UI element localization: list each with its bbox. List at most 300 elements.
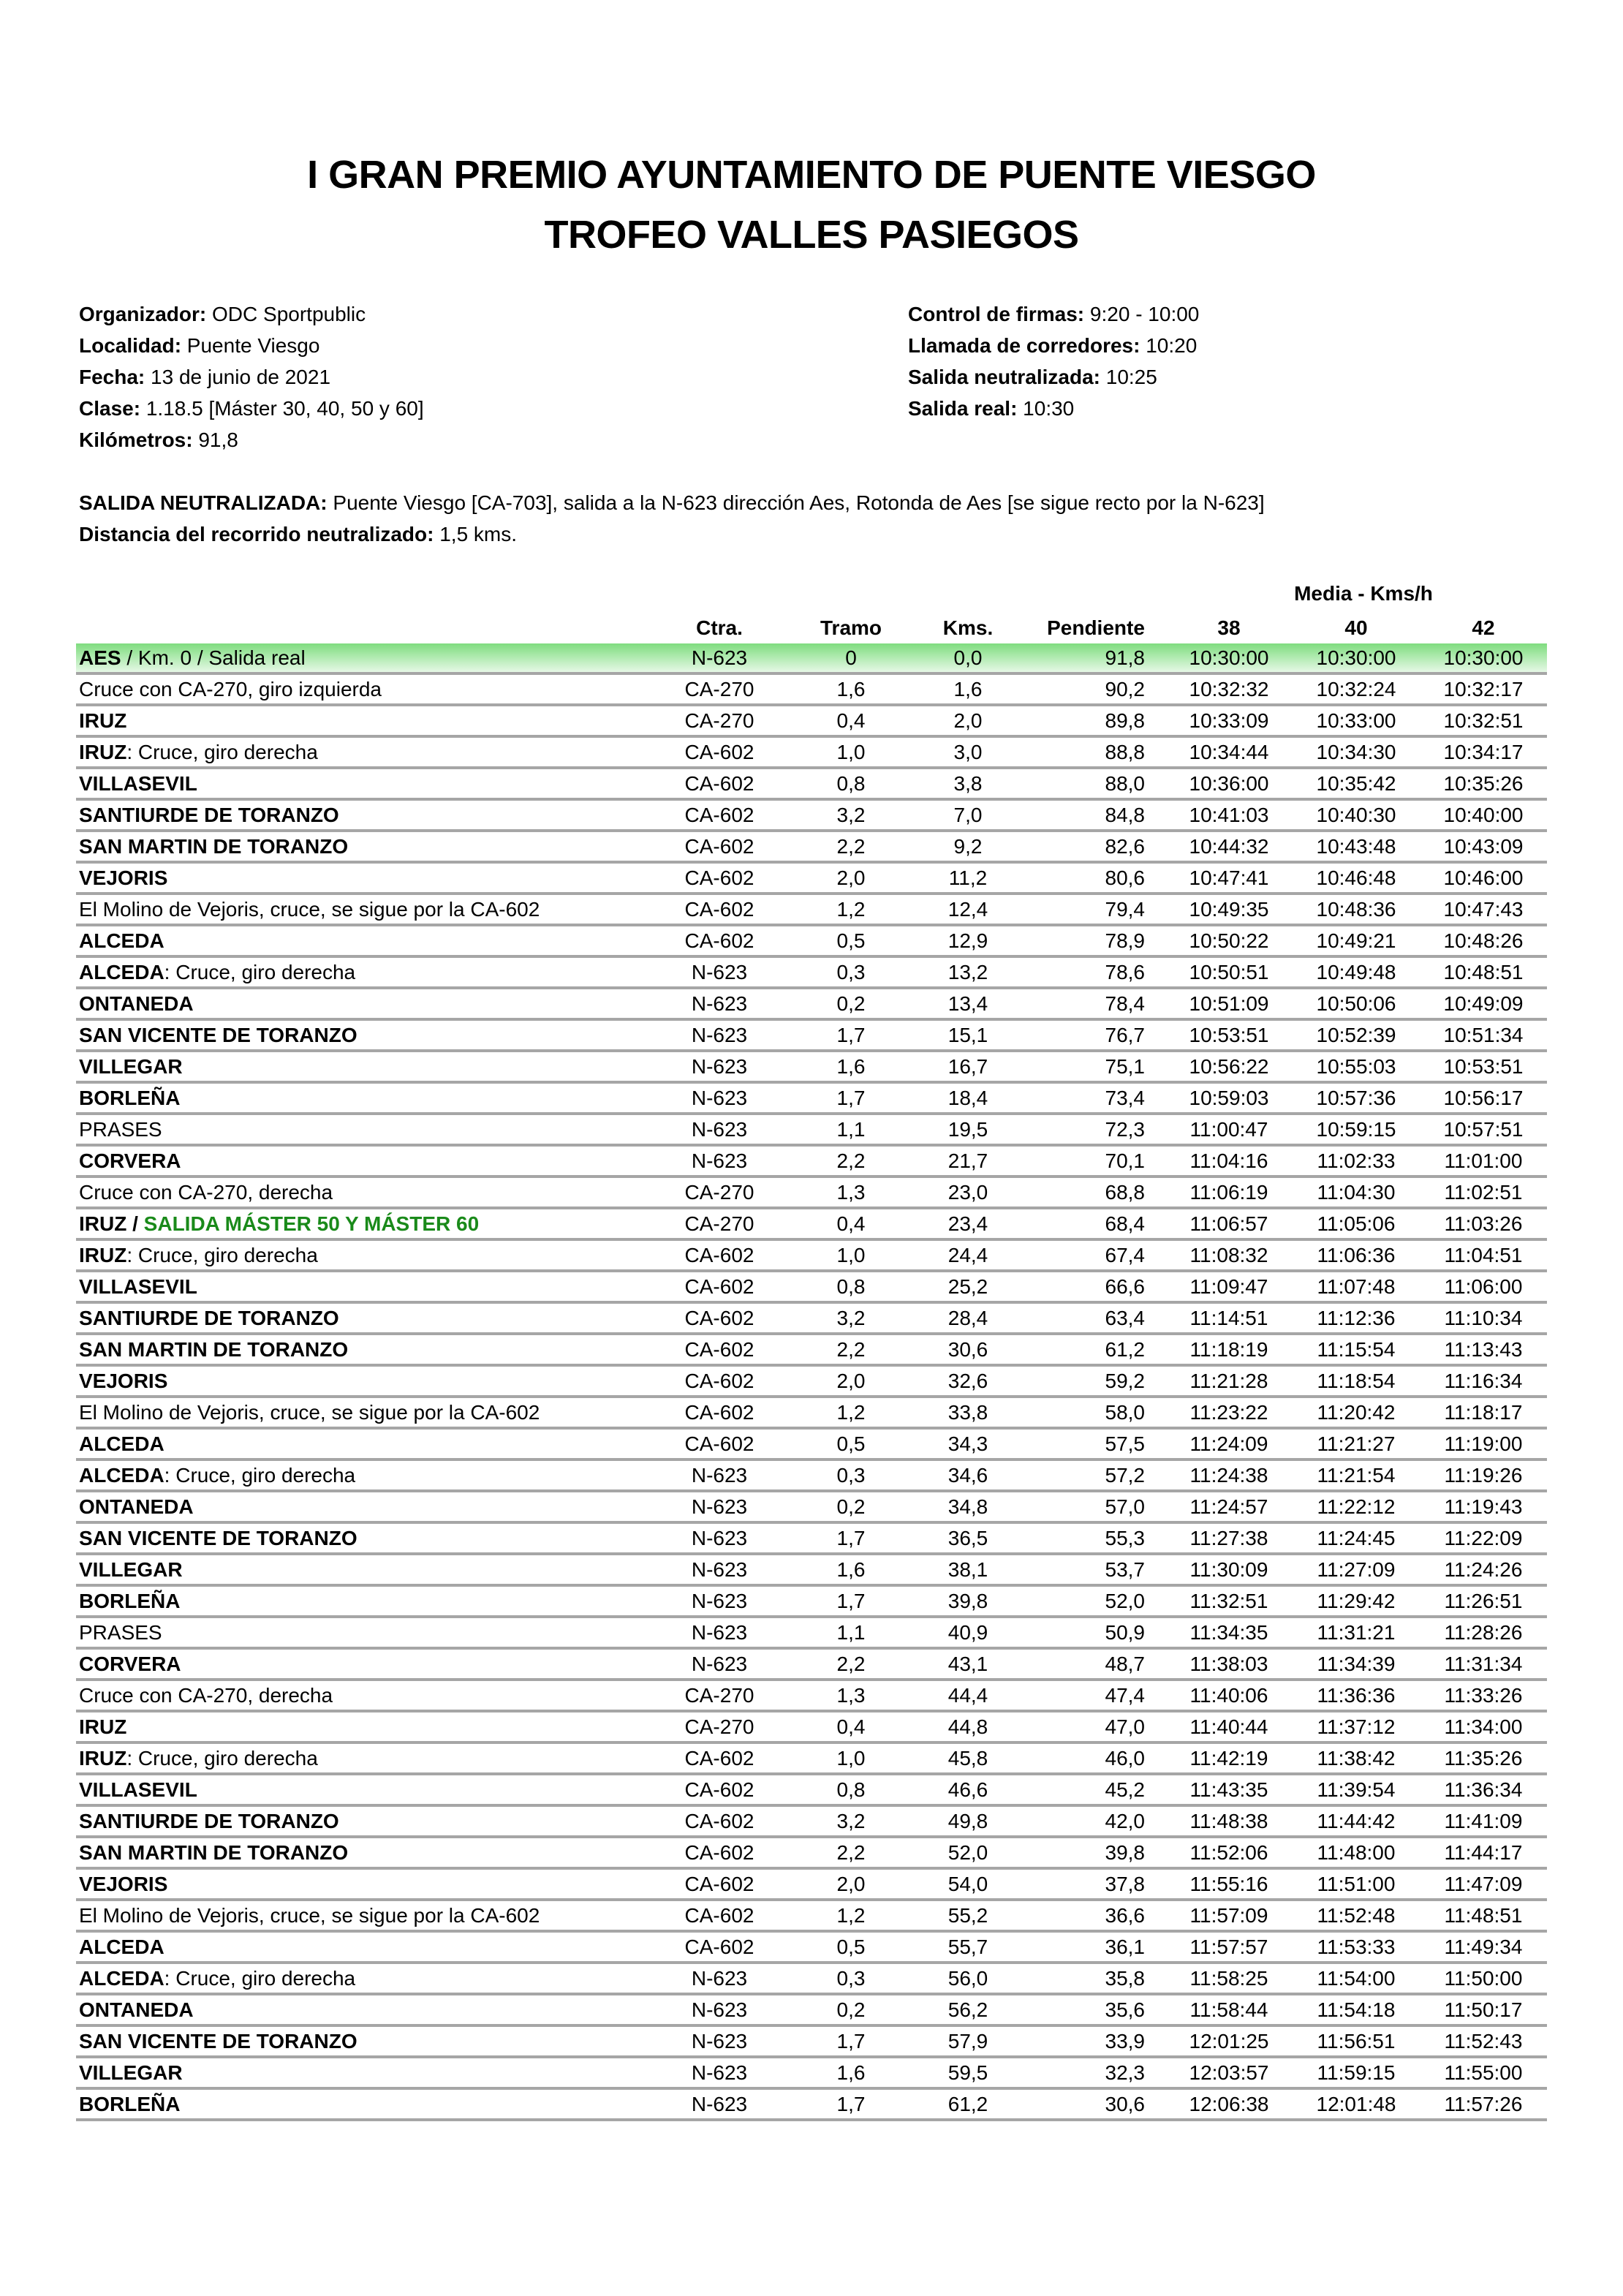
section-cell: 0,4 xyxy=(792,705,909,736)
time-42-cell: 11:31:34 xyxy=(1420,1648,1547,1680)
kms-cell: 3,0 xyxy=(909,736,1026,768)
road-cell: N-623 xyxy=(646,2025,792,2057)
time-38-cell: 11:00:47 xyxy=(1165,1114,1293,1145)
place-note: / Km. 0 / Salida real xyxy=(121,646,306,669)
table-row xyxy=(76,768,1547,799)
section-cell: 0,5 xyxy=(792,1931,909,1963)
remaining-cell: 55,3 xyxy=(1026,1522,1165,1554)
kms-cell: 55,7 xyxy=(909,1931,1026,1963)
section-cell: 1,0 xyxy=(792,1239,909,1271)
road-cell: N-623 xyxy=(646,956,792,988)
section-cell: 0 xyxy=(792,643,909,673)
remaining-cell: 82,6 xyxy=(1026,831,1165,862)
time-42-cell: 10:46:00 xyxy=(1420,862,1547,894)
time-40-cell: 11:24:45 xyxy=(1293,1522,1420,1554)
place-note: PRASES xyxy=(79,1620,162,1644)
time-38-cell: 11:27:38 xyxy=(1165,1522,1293,1554)
place-name: VEJORIS xyxy=(79,866,168,889)
time-40-cell: 11:48:00 xyxy=(1293,1837,1420,1868)
time-42-cell: 11:28:26 xyxy=(1420,1617,1547,1648)
time-42-cell: 11:48:51 xyxy=(1420,1900,1547,1931)
time-38-cell: 10:50:22 xyxy=(1165,925,1293,956)
table-row xyxy=(76,1931,1547,1963)
section-cell: 1,3 xyxy=(792,1680,909,1711)
time-40-cell: 11:54:00 xyxy=(1293,1963,1420,1994)
time-40-cell: 11:20:42 xyxy=(1293,1397,1420,1428)
time-42-cell: 11:36:34 xyxy=(1420,1774,1547,1805)
time-38-cell: 11:57:57 xyxy=(1165,1931,1293,1963)
road-cell: CA-270 xyxy=(646,1208,792,1239)
time-42-cell: 10:32:51 xyxy=(1420,705,1547,736)
remaining-cell: 68,8 xyxy=(1026,1177,1165,1208)
time-38-cell: 10:49:35 xyxy=(1165,894,1293,925)
time-38-cell: 12:06:38 xyxy=(1165,2088,1293,2120)
info-line xyxy=(79,424,424,456)
table-row xyxy=(76,1711,1547,1742)
kms-cell: 19,5 xyxy=(909,1114,1026,1145)
time-38-cell: 11:24:38 xyxy=(1165,1459,1293,1491)
place-name: ALCEDA xyxy=(79,1463,164,1487)
kms-cell: 45,8 xyxy=(909,1742,1026,1774)
remaining-cell: 53,7 xyxy=(1026,1554,1165,1585)
remaining-cell: 88,8 xyxy=(1026,736,1165,768)
place-note: El Molino de Vejoris, cruce, se sigue por la CA-602 xyxy=(79,1903,540,1927)
remaining-cell: 68,4 xyxy=(1026,1208,1165,1239)
kms-cell: 23,0 xyxy=(909,1177,1026,1208)
time-40-cell: 11:04:30 xyxy=(1293,1177,1420,1208)
remaining-cell: 42,0 xyxy=(1026,1805,1165,1837)
time-38-cell: 10:47:41 xyxy=(1165,862,1293,894)
time-42-cell: 11:47:09 xyxy=(1420,1868,1547,1900)
info-line xyxy=(79,330,424,361)
table-row xyxy=(76,1774,1547,1805)
place-cell xyxy=(76,894,646,925)
section-cell: 2,0 xyxy=(792,862,909,894)
kms-cell: 43,1 xyxy=(909,1648,1026,1680)
info-line xyxy=(908,298,1199,330)
info-value: 10:20 xyxy=(1140,334,1198,357)
road-cell: CA-602 xyxy=(646,1428,792,1459)
place-name: IRUZ xyxy=(79,1746,127,1770)
place-cell xyxy=(76,1868,646,1900)
road-cell: CA-602 xyxy=(646,1837,792,1868)
kms-cell: 25,2 xyxy=(909,1271,1026,1302)
table-row xyxy=(76,1585,1547,1617)
place-name: IRUZ xyxy=(79,1715,127,1738)
section-cell: 0,2 xyxy=(792,1994,909,2025)
remaining-cell: 57,2 xyxy=(1026,1459,1165,1491)
place-note: PRASES xyxy=(79,1117,162,1141)
time-42-cell: 11:19:00 xyxy=(1420,1428,1547,1459)
time-38-cell: 11:34:35 xyxy=(1165,1617,1293,1648)
time-38-cell: 11:09:47 xyxy=(1165,1271,1293,1302)
table-row xyxy=(76,2025,1547,2057)
kms-cell: 44,4 xyxy=(909,1680,1026,1711)
place-cell xyxy=(76,1617,646,1648)
time-40-cell: 11:52:48 xyxy=(1293,1900,1420,1931)
time-40-cell: 10:35:42 xyxy=(1293,768,1420,799)
remaining-cell: 84,8 xyxy=(1026,799,1165,831)
place-name: ALCEDA xyxy=(79,1966,164,1990)
table-row xyxy=(76,1082,1547,1114)
section-cell: 0,5 xyxy=(792,925,909,956)
time-40-cell: 11:44:42 xyxy=(1293,1805,1420,1837)
place-name: AES xyxy=(79,646,121,669)
time-40-cell: 10:32:24 xyxy=(1293,673,1420,705)
remaining-cell: 35,8 xyxy=(1026,1963,1165,1994)
time-38-cell: 10:56:22 xyxy=(1165,1051,1293,1082)
remaining-cell: 80,6 xyxy=(1026,862,1165,894)
table-row xyxy=(76,862,1547,894)
place-note: El Molino de Vejoris, cruce, se sigue por la CA-602 xyxy=(79,1400,540,1424)
time-42-cell: 10:48:26 xyxy=(1420,925,1547,956)
remaining-cell: 32,3 xyxy=(1026,2057,1165,2088)
time-42-cell: 11:06:00 xyxy=(1420,1271,1547,1302)
section-cell: 1,7 xyxy=(792,1585,909,1617)
kms-cell: 24,4 xyxy=(909,1239,1026,1271)
table-row xyxy=(76,1805,1547,1837)
info-line xyxy=(908,330,1199,361)
time-40-cell: 11:39:54 xyxy=(1293,1774,1420,1805)
place-name: ONTANEDA xyxy=(79,1495,194,1518)
place-name: IRUZ xyxy=(79,740,127,763)
time-38-cell: 11:43:35 xyxy=(1165,1774,1293,1805)
time-40-cell: 12:01:48 xyxy=(1293,2088,1420,2120)
kms-cell: 59,5 xyxy=(909,2057,1026,2088)
info-line xyxy=(908,393,1199,424)
place-note: : Cruce, giro derecha xyxy=(164,1463,356,1487)
remaining-cell: 79,4 xyxy=(1026,894,1165,925)
time-38-cell: 11:32:51 xyxy=(1165,1585,1293,1617)
section-cell: 0,3 xyxy=(792,956,909,988)
remaining-cell: 78,4 xyxy=(1026,988,1165,1019)
place-cell xyxy=(76,1302,646,1334)
road-cell: CA-270 xyxy=(646,1177,792,1208)
kms-cell: 13,2 xyxy=(909,956,1026,988)
kms-cell: 28,4 xyxy=(909,1302,1026,1334)
place-name: SAN MARTIN DE TORANZO xyxy=(79,1840,349,1864)
table-row xyxy=(76,925,1547,956)
time-42-cell: 10:43:09 xyxy=(1420,831,1547,862)
kms-cell: 11,2 xyxy=(909,862,1026,894)
section-cell: 1,0 xyxy=(792,736,909,768)
place-name: SAN MARTIN DE TORANZO xyxy=(79,1337,349,1361)
section-cell: 0,2 xyxy=(792,1491,909,1522)
time-40-cell: 10:59:15 xyxy=(1293,1114,1420,1145)
kms-cell: 34,8 xyxy=(909,1491,1026,1522)
time-42-cell: 10:47:43 xyxy=(1420,894,1547,925)
section-cell: 3,2 xyxy=(792,799,909,831)
place-name: BORLEÑA xyxy=(79,1589,181,1612)
kms-cell: 2,0 xyxy=(909,705,1026,736)
table-row xyxy=(76,831,1547,862)
info-value: 13 de junio de 2021 xyxy=(145,366,331,388)
road-cell: CA-602 xyxy=(646,1900,792,1931)
section-cell: 3,2 xyxy=(792,1805,909,1837)
remaining-cell: 39,8 xyxy=(1026,1837,1165,1868)
place-cell xyxy=(76,1271,646,1302)
place-cell xyxy=(76,736,646,768)
road-cell: CA-270 xyxy=(646,673,792,705)
place-cell xyxy=(76,799,646,831)
table-row xyxy=(76,1365,1547,1397)
info-line xyxy=(79,361,424,393)
place-cell xyxy=(76,1114,646,1145)
place-name: SAN VICENTE DE TORANZO xyxy=(79,1023,357,1046)
section-cell: 1,2 xyxy=(792,1397,909,1428)
info-line xyxy=(79,298,424,330)
place-cell xyxy=(76,1145,646,1177)
place-cell xyxy=(76,1334,646,1365)
road-cell: CA-270 xyxy=(646,1680,792,1711)
section-cell: 0,3 xyxy=(792,1459,909,1491)
place-name: SAN MARTIN DE TORANZO xyxy=(79,834,349,858)
time-38-cell: 10:59:03 xyxy=(1165,1082,1293,1114)
remaining-cell: 36,6 xyxy=(1026,1900,1165,1931)
time-38-cell: 11:42:19 xyxy=(1165,1742,1293,1774)
place-cell xyxy=(76,1239,646,1271)
time-42-cell: 11:13:43 xyxy=(1420,1334,1547,1365)
time-42-cell: 11:26:51 xyxy=(1420,1585,1547,1617)
place-cell xyxy=(76,643,646,673)
neutral-start-info xyxy=(79,487,1265,550)
time-40-cell: 11:18:54 xyxy=(1293,1365,1420,1397)
time-40-cell: 10:52:39 xyxy=(1293,1019,1420,1051)
time-40-cell: 11:07:48 xyxy=(1293,1271,1420,1302)
place-cell xyxy=(76,1522,646,1554)
time-38-cell: 10:36:00 xyxy=(1165,768,1293,799)
start-note-highlight: SALIDA MÁSTER 50 Y MÁSTER 60 xyxy=(143,1212,480,1235)
info-value: 1.18.5 [Máster 30, 40, 50 y 60] xyxy=(140,397,424,420)
place-name: ALCEDA xyxy=(79,960,164,983)
average-speed-group-header: Media - Kms/h xyxy=(1294,582,1433,605)
remaining-cell: 45,2 xyxy=(1026,1774,1165,1805)
place-note: : Cruce, giro derecha xyxy=(164,960,356,983)
info-value: 91,8 xyxy=(192,428,238,451)
section-cell: 1,1 xyxy=(792,1617,909,1648)
kms-cell: 56,0 xyxy=(909,1963,1026,1994)
time-38-cell: 12:01:25 xyxy=(1165,2025,1293,2057)
place-name: ONTANEDA xyxy=(79,992,194,1015)
place-note: Cruce con CA-270, derecha xyxy=(79,1683,333,1707)
time-40-cell: 11:38:42 xyxy=(1293,1742,1420,1774)
time-42-cell: 11:50:00 xyxy=(1420,1963,1547,1994)
time-40-cell: 11:54:18 xyxy=(1293,1994,1420,2025)
time-42-cell: 11:44:17 xyxy=(1420,1837,1547,1868)
column-speed-42: 42 xyxy=(1472,616,1495,639)
time-42-cell: 11:33:26 xyxy=(1420,1680,1547,1711)
road-cell: CA-602 xyxy=(646,925,792,956)
time-40-cell: 11:34:39 xyxy=(1293,1648,1420,1680)
document-subtitle: TROFEO VALLES PASIEGOS xyxy=(544,213,1079,257)
time-42-cell: 10:32:17 xyxy=(1420,673,1547,705)
section-cell: 1,6 xyxy=(792,673,909,705)
place-cell xyxy=(76,1428,646,1459)
time-40-cell: 11:53:33 xyxy=(1293,1931,1420,1963)
info-label: Localidad: xyxy=(79,334,182,357)
kms-cell: 13,4 xyxy=(909,988,1026,1019)
column-speed-40: 40 xyxy=(1344,616,1368,639)
road-cell: CA-602 xyxy=(646,1334,792,1365)
section-cell: 1,7 xyxy=(792,1019,909,1051)
time-40-cell: 10:48:36 xyxy=(1293,894,1420,925)
section-cell: 0,4 xyxy=(792,1711,909,1742)
time-38-cell: 11:24:09 xyxy=(1165,1428,1293,1459)
time-40-cell: 11:51:00 xyxy=(1293,1868,1420,1900)
remaining-cell: 89,8 xyxy=(1026,705,1165,736)
section-cell: 3,2 xyxy=(792,1302,909,1334)
kms-cell: 9,2 xyxy=(909,831,1026,862)
section-cell: 1,3 xyxy=(792,1177,909,1208)
road-cell: CA-602 xyxy=(646,1742,792,1774)
place-name: SANTIURDE DE TORANZO xyxy=(79,803,339,826)
info-line xyxy=(79,393,424,424)
road-cell: CA-270 xyxy=(646,705,792,736)
kms-cell: 15,1 xyxy=(909,1019,1026,1051)
road-cell: CA-602 xyxy=(646,862,792,894)
road-cell: N-623 xyxy=(646,2088,792,2120)
time-40-cell: 10:33:00 xyxy=(1293,705,1420,736)
itinerary-table xyxy=(76,613,1547,2121)
kms-cell: 40,9 xyxy=(909,1617,1026,1648)
road-cell: N-623 xyxy=(646,1114,792,1145)
remaining-cell: 78,9 xyxy=(1026,925,1165,956)
kms-cell: 33,8 xyxy=(909,1397,1026,1428)
time-42-cell: 11:50:17 xyxy=(1420,1994,1547,2025)
place-cell xyxy=(76,2057,646,2088)
time-42-cell: 11:18:17 xyxy=(1420,1397,1547,1428)
place-cell xyxy=(76,2088,646,2120)
kms-cell: 0,0 xyxy=(909,643,1026,673)
table-row xyxy=(76,1617,1547,1648)
time-38-cell: 11:18:19 xyxy=(1165,1334,1293,1365)
place-cell xyxy=(76,2025,646,2057)
column-speed-38: 38 xyxy=(1217,616,1241,639)
kms-cell: 7,0 xyxy=(909,799,1026,831)
remaining-cell: 36,1 xyxy=(1026,1931,1165,1963)
time-40-cell: 10:34:30 xyxy=(1293,736,1420,768)
table-row xyxy=(76,1428,1547,1459)
table-row xyxy=(76,1051,1547,1082)
kms-cell: 12,9 xyxy=(909,925,1026,956)
time-42-cell: 10:49:09 xyxy=(1420,988,1547,1019)
place-cell xyxy=(76,1397,646,1428)
time-38-cell: 11:06:57 xyxy=(1165,1208,1293,1239)
section-cell: 1,7 xyxy=(792,2025,909,2057)
table-row xyxy=(76,1868,1547,1900)
time-42-cell: 11:57:26 xyxy=(1420,2088,1547,2120)
road-cell: N-623 xyxy=(646,1019,792,1051)
time-40-cell: 11:22:12 xyxy=(1293,1491,1420,1522)
road-cell: N-623 xyxy=(646,1145,792,1177)
table-row xyxy=(76,894,1547,925)
place-name: IRUZ xyxy=(79,709,127,732)
time-42-cell: 10:51:34 xyxy=(1420,1019,1547,1051)
place-name: IRUZ xyxy=(79,1243,127,1266)
place-name: VILLEGAR xyxy=(79,1557,183,1581)
place-name: VILLASEVIL xyxy=(79,771,197,795)
place-cell xyxy=(76,1491,646,1522)
remaining-cell: 59,2 xyxy=(1026,1365,1165,1397)
section-cell: 0,4 xyxy=(792,1208,909,1239)
time-42-cell: 11:52:43 xyxy=(1420,2025,1547,2057)
table-row xyxy=(76,956,1547,988)
kms-cell: 12,4 xyxy=(909,894,1026,925)
neutral-start-route: SALIDA NEUTRALIZADA: Puente Viesgo [CA-703], salida a la N-623 dirección Aes, Rotonda de Aes [se sigue recto por la N-623] xyxy=(79,491,1265,514)
section-cell: 2,0 xyxy=(792,1868,909,1900)
place-cell xyxy=(76,1774,646,1805)
road-cell: N-623 xyxy=(646,1491,792,1522)
place-note: : Cruce, giro derecha xyxy=(126,740,318,763)
time-42-cell: 11:34:00 xyxy=(1420,1711,1547,1742)
info-label: Kilómetros: xyxy=(79,428,193,451)
place-cell xyxy=(76,1900,646,1931)
time-38-cell: 11:57:09 xyxy=(1165,1900,1293,1931)
kms-cell: 44,8 xyxy=(909,1711,1026,1742)
time-38-cell: 11:52:06 xyxy=(1165,1837,1293,1868)
table-row xyxy=(76,643,1547,673)
time-38-cell: 11:14:51 xyxy=(1165,1302,1293,1334)
road-cell: CA-602 xyxy=(646,799,792,831)
time-40-cell: 11:31:21 xyxy=(1293,1617,1420,1648)
table-row xyxy=(76,1554,1547,1585)
place-name: SAN VICENTE DE TORANZO xyxy=(79,2029,357,2053)
place-note: Cruce con CA-270, derecha xyxy=(79,1180,333,1204)
time-42-cell: 11:41:09 xyxy=(1420,1805,1547,1837)
time-40-cell: 11:15:54 xyxy=(1293,1334,1420,1365)
place-cell xyxy=(76,673,646,705)
kms-cell: 34,6 xyxy=(909,1459,1026,1491)
table-header-row xyxy=(76,613,1547,643)
place-name: SANTIURDE DE TORANZO xyxy=(79,1306,339,1329)
section-cell: 1,7 xyxy=(792,1082,909,1114)
kms-cell: 38,1 xyxy=(909,1554,1026,1585)
remaining-cell: 91,8 xyxy=(1026,643,1165,673)
road-cell: N-623 xyxy=(646,1994,792,2025)
section-cell: 1,6 xyxy=(792,2057,909,2088)
remaining-cell: 88,0 xyxy=(1026,768,1165,799)
place-cell xyxy=(76,1711,646,1742)
remaining-cell: 72,3 xyxy=(1026,1114,1165,1145)
time-40-cell: 10:49:21 xyxy=(1293,925,1420,956)
info-label: Fecha: xyxy=(79,366,145,388)
time-40-cell: 11:29:42 xyxy=(1293,1585,1420,1617)
time-40-cell: 11:06:36 xyxy=(1293,1239,1420,1271)
table-row xyxy=(76,736,1547,768)
section-cell: 2,0 xyxy=(792,1365,909,1397)
place-cell xyxy=(76,1680,646,1711)
place-cell xyxy=(76,1994,646,2025)
time-42-cell: 11:35:26 xyxy=(1420,1742,1547,1774)
time-42-cell: 11:19:26 xyxy=(1420,1459,1547,1491)
remaining-cell: 63,4 xyxy=(1026,1302,1165,1334)
info-value: 10:30 xyxy=(1017,397,1075,420)
time-38-cell: 11:21:28 xyxy=(1165,1365,1293,1397)
place-cell xyxy=(76,988,646,1019)
time-40-cell: 11:05:06 xyxy=(1293,1208,1420,1239)
table-row xyxy=(76,1208,1547,1239)
time-42-cell: 11:22:09 xyxy=(1420,1522,1547,1554)
place-cell xyxy=(76,1648,646,1680)
time-38-cell: 10:50:51 xyxy=(1165,956,1293,988)
kms-cell: 32,6 xyxy=(909,1365,1026,1397)
table-row xyxy=(76,1680,1547,1711)
time-42-cell: 11:49:34 xyxy=(1420,1931,1547,1963)
road-cell: N-623 xyxy=(646,1963,792,1994)
road-cell: N-623 xyxy=(646,1522,792,1554)
remaining-cell: 75,1 xyxy=(1026,1051,1165,1082)
section-cell: 1,7 xyxy=(792,1522,909,1554)
